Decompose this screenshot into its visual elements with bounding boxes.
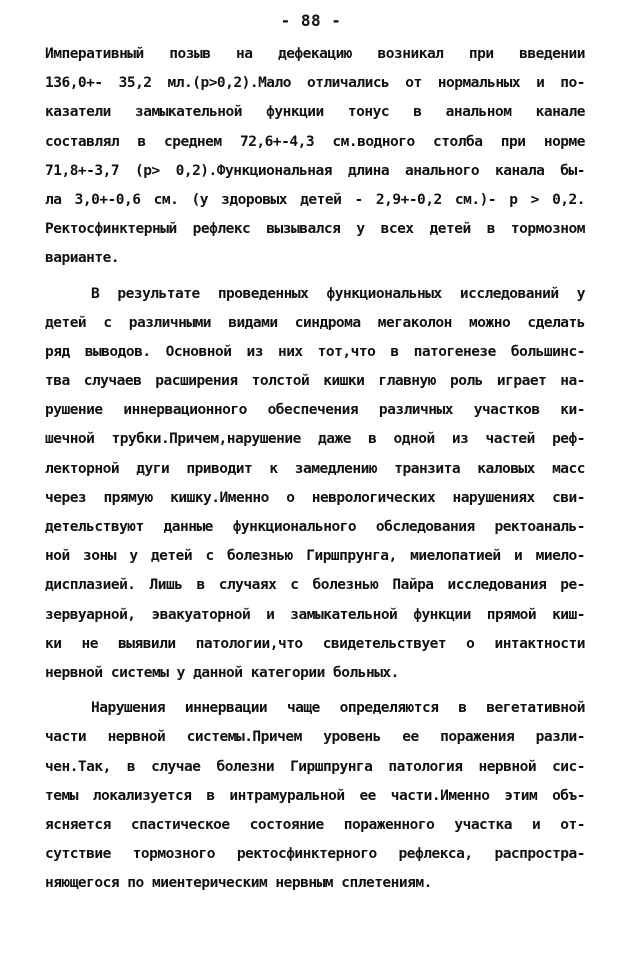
text-line: рушение иннервационного обеспечения различных участков ки- (45, 402, 585, 419)
paragraph-1 (45, 40, 585, 274)
text-line: ла 3,0+-0,6 см. (у здоровых детей - 2,9+-0,2 см.)- p > 0,2. (45, 191, 585, 208)
text-line: детельствуют данные функционального обследования ректоаналь- (45, 519, 585, 535)
text-line: варианте. (45, 250, 120, 267)
paragraph-3 (45, 694, 585, 898)
text-line: 71,8+-3,7 (p> 0,2).Функциональная длина анального канала бы- (45, 162, 585, 179)
text-line: нервной системы у данной категории больных. (45, 664, 399, 681)
text-line: ки не выявили патологии,что свидетельствует о интактности (45, 635, 585, 652)
text-line: ряд выводов. Основной из них тот,что в патогенезе большинс- (45, 343, 585, 360)
text-line: В результате проведенных функциональных исследований у (91, 285, 585, 302)
text-line: ной зоны у детей с болезнью Гиршпрунга, миелопатией и миело- (45, 548, 585, 565)
text-line: детей с различными видами синдрома мегаколон можно сделать (45, 314, 585, 331)
text-line: через прямую кишку.Именно о неврологических нарушениях сви- (45, 489, 585, 506)
text-line: лекторной дуги приводит к замедлению транзита каловых масс (45, 460, 585, 477)
paragraph-2 (45, 280, 585, 689)
text-line: дисплазией. Лишь в случаях с болезнью Пайра исследования ре- (45, 577, 585, 594)
page-number: - 88 - (280, 11, 342, 30)
body-text (45, 40, 585, 898)
text-line: Нарушения иннервации чаще определяются в вегетативной (91, 700, 585, 717)
text-line: Императивный позыв на дефекацию возникал при введении (45, 46, 585, 62)
text-line: чен.Так, в случае болезни Гиршпрунга патология нервной сис- (45, 758, 585, 775)
text-line: зервуарной, эвакуаторной и замыкательной функции прямой киш- (45, 606, 585, 623)
text-line: казатели замыкательной функции тонус в анальном канале (45, 104, 585, 121)
text-line: тва случаев расширения толстой кишки главную роль играет на- (45, 373, 585, 390)
text-line: 136,0+- 35,2 мл.(p>0,2).Мало отличались от нормальных и по- (45, 75, 585, 92)
text-line: няющегося по миентерическим нервным сплетениям. (45, 875, 432, 892)
text-line: ясняется спастическое состояние пораженного участка и от- (45, 816, 585, 833)
text-line: сутствие тормозного ректосфинктерного рефлекса, распростра- (45, 846, 585, 863)
text-line: части нервной системы.Причем уровень ее поражения разли- (45, 729, 585, 746)
text-line: составлял в среднем 72,6+-4,3 см.водного столба при норме (45, 133, 585, 150)
text-line: темы локализуется в интрамуральной ее части.Именно этим объ- (45, 787, 585, 804)
text-line: шечной трубки.Причем,нарушение даже в одной из частей реф- (45, 431, 585, 448)
text-line: Ректосфинктерный рефлекс вызывался у всех детей в тормозном (45, 221, 585, 238)
